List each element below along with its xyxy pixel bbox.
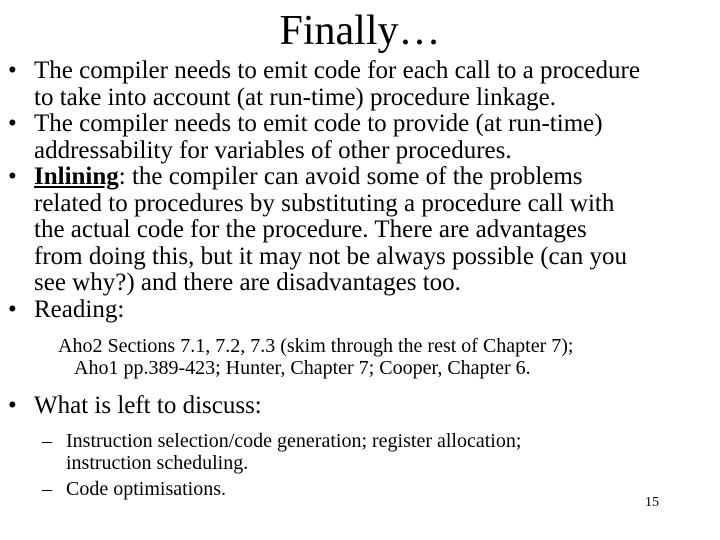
slide-title: Finally… <box>279 8 441 54</box>
reading-line: Aho2 Sections 7.1, 7.2, 7.3 (skim through the rest of Chapter 7); <box>58 335 574 357</box>
inlining-term: Inlining <box>34 163 119 190</box>
discuss-line: instruction scheduling. <box>66 451 249 474</box>
bullet-line: The compiler needs to emit code to provide (at run-time) <box>34 110 603 137</box>
bullet-item-inlining <box>8 164 714 297</box>
bullet-line-first <box>34 164 714 191</box>
bullet-dot-icon: • <box>8 295 17 323</box>
discuss-item-code-optimisations <box>8 478 714 500</box>
discuss-line: Code optimisations. <box>66 477 226 500</box>
reading-line: Aho1 pp.389-423; Hunter, Chapter 7; Cooper, Chapter 6. <box>74 357 531 379</box>
reading-references <box>8 335 714 379</box>
inlining-text: : the compiler can avoid some of the problems <box>118 163 583 190</box>
discuss-item-instruction-selection <box>8 430 714 474</box>
bullet-list <box>8 58 714 500</box>
dash-icon: – <box>42 429 52 452</box>
bullet-item-addressability <box>8 111 714 164</box>
bullet-item-reading <box>8 297 714 324</box>
bullet-line: Reading: <box>34 295 125 323</box>
bullet-line: the actual code for the procedure. There are advantages <box>34 216 587 243</box>
bullet-item-left-to-discuss <box>8 393 714 420</box>
bullet-line: related to procedures by substituting a procedure call with <box>34 189 615 217</box>
bullet-line: from doing this, but it may not be always possible (can you <box>34 242 627 270</box>
discuss-line: Instruction selection/code generation; register allocation; <box>66 429 522 452</box>
bullet-line: addressability for variables of other procedures. <box>34 136 512 164</box>
dash-icon: – <box>42 477 52 500</box>
bullet-dot-icon: • <box>8 57 17 84</box>
bullet-dot-icon: • <box>8 163 17 190</box>
bullet-line: to take into account (at run-time) procedure linkage. <box>34 83 557 111</box>
bullet-line: What is left to discuss: <box>34 392 262 419</box>
bullet-dot-icon: • <box>8 392 17 419</box>
bullet-line: see why?) and there are disadvantages too. <box>34 269 461 296</box>
bullet-line: The compiler needs to emit code for each call to a procedure <box>34 57 640 84</box>
bullet-item-procedure-linkage <box>8 58 714 111</box>
discuss-sublist <box>8 430 714 500</box>
page-number: 15 <box>645 495 659 510</box>
bullet-dot-icon: • <box>8 110 17 137</box>
